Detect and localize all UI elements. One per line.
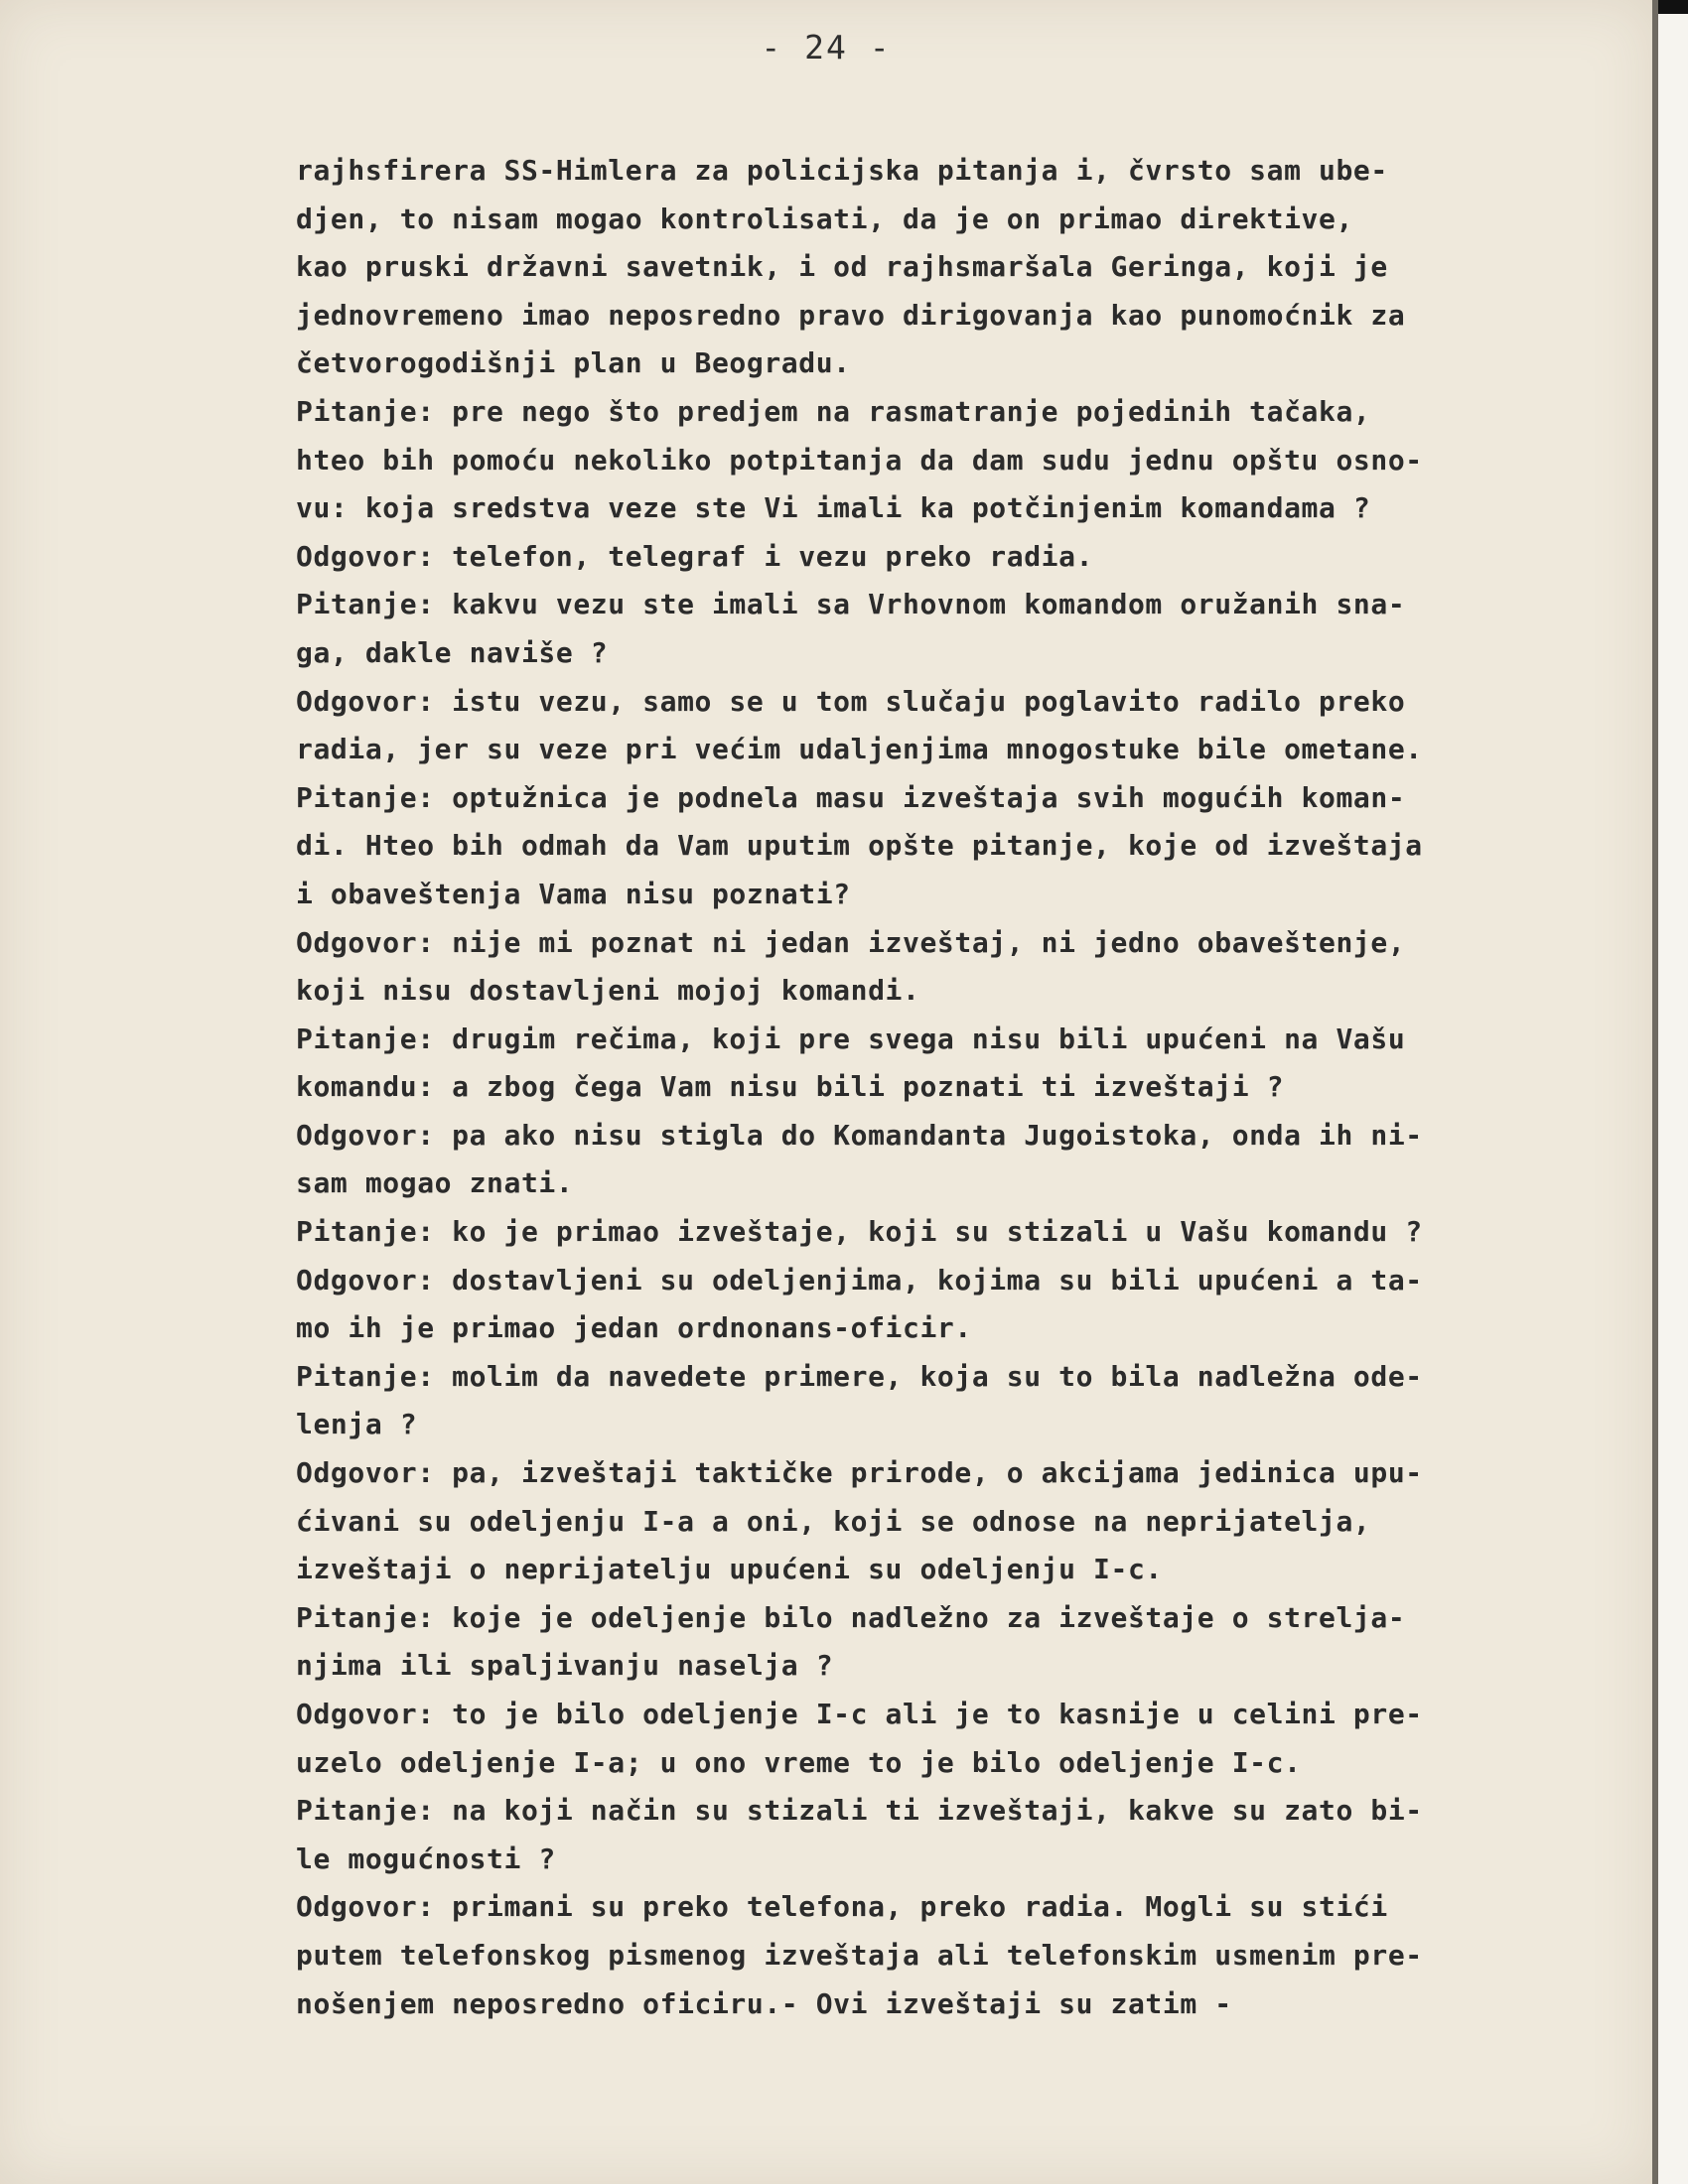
text-line: putem telefonskog pismenog izveštaja ali telefonskim usmenim pre-	[296, 1938, 1423, 1972]
text-line: Pitanje: molim da navedete primere, koja su to bila nadležna ode-	[296, 1359, 1423, 1393]
scan-corner	[1658, 0, 1688, 14]
body-text	[296, 147, 1626, 2028]
text-line: sam mogao znati.	[296, 1166, 574, 1200]
text-line: Odgovor: to je bilo odeljenje I-c ali je to kasnije u celini pre-	[296, 1698, 1423, 1730]
text-line: izveštaji o neprijatelju upućeni su odeljenju I-c.	[296, 1553, 1163, 1586]
text-line: Odgovor: pa ako nisu stigla do Komandanta Jugoistoka, onda ih ni-	[296, 1118, 1423, 1152]
text-line: jednovremeno imao neposredno pravo dirigovanja kao punomoćnik za	[296, 298, 1406, 332]
text-line: lenja ?	[296, 1408, 418, 1441]
text-line: nošenjem neposredno oficiru.- Ovi izveštaji su zatim -	[296, 1986, 1232, 2020]
page-number: - 24 -	[761, 28, 892, 67]
text-line: kao pruski državni savetnik, i od rajhsmaršala Geringa, koji je	[296, 250, 1388, 284]
text-line: komandu: a zbog čega Vam nisu bili poznati ti izveštaji ?	[296, 1070, 1285, 1104]
text-line: hteo bih pomoću nekoliko potpitanja da dam sudu jednu opštu osno-	[296, 443, 1423, 477]
text-line: ćivani su odeljenju I-a a oni, koji se odnose na neprijatelja,	[296, 1504, 1371, 1538]
text-line: četvorogodišnji plan u Beogradu.	[296, 346, 851, 380]
text-line: djen, to nisam mogao kontrolisati, da je on primao direktive,	[296, 202, 1353, 235]
text-line: rajhsfirera SS-Himlera za policijska pitanja i, čvrsto sam ube-	[296, 154, 1388, 187]
text-line: njima ili spaljivanju naselja ?	[296, 1649, 834, 1683]
text-line: koji nisu dostavljeni mojoj komandi.	[296, 974, 920, 1008]
text-line: le mogućnosti ?	[296, 1842, 556, 1875]
text-line: Odgovor: nije mi poznat ni jedan izveštaj, ni jedno obaveštenje,	[296, 925, 1406, 959]
text-line: Odgovor: dostavljeni su odeljenjima, kojima su bili upućeni a ta-	[296, 1263, 1423, 1297]
text-line: radia, jer su veze pri većim udaljenjima mnogostuke bile ometane.	[296, 733, 1423, 766]
text-line: Pitanje: ko je primao izveštaje, koji su stizali u Vašu komandu ?	[296, 1215, 1423, 1249]
text-line: di. Hteo bih odmah da Vam uputim opšte pitanje, koje od izveštaja	[296, 829, 1423, 863]
text-line: mo ih je primao jedan ordnonans-oficir.	[296, 1311, 972, 1345]
text-line: Odgovor: istu vezu, samo se u tom slučaju poglavito radilo preko	[296, 684, 1406, 718]
text-line: uzelo odeljenje I-a; u ono vreme to je bilo odeljenje I-c.	[296, 1745, 1302, 1779]
text-line: vu: koja sredstva veze ste Vi imali ka potčinjenim komandama ?	[296, 491, 1371, 525]
text-line: Pitanje: pre nego što predjem na rasmatranje pojedinih tačaka,	[296, 394, 1371, 428]
text-line: Pitanje: optužnica je podnela masu izveštaja svih mogućih koman-	[296, 780, 1406, 814]
text-line: Odgovor: telefon, telegraf i vezu preko radia.	[296, 539, 1094, 573]
text-line: Pitanje: drugim rečima, koji pre svega nisu bili upućeni na Vašu	[296, 1022, 1406, 1055]
text-line: Pitanje: na koji način su stizali ti izveštaji, kakve su zato bi-	[296, 1794, 1423, 1828]
text-line: i obaveštenja Vama nisu poznati?	[296, 877, 851, 910]
text-line: Odgovor: primani su preko telefona, preko radia. Mogli su stići	[296, 1890, 1388, 1924]
text-line: ga, dakle naviše ?	[296, 635, 609, 669]
text-line: Pitanje: kakvu vezu ste imali sa Vrhovnom komandom oružanih sna-	[296, 588, 1406, 621]
scan-margin	[1658, 0, 1688, 2184]
text-line: Pitanje: koje je odeljenje bilo nadležno za izveštaje o strelja-	[296, 1600, 1406, 1634]
text-line: Odgovor: pa, izveštaji taktičke prirode, o akcijama jedinica upu-	[296, 1456, 1423, 1490]
